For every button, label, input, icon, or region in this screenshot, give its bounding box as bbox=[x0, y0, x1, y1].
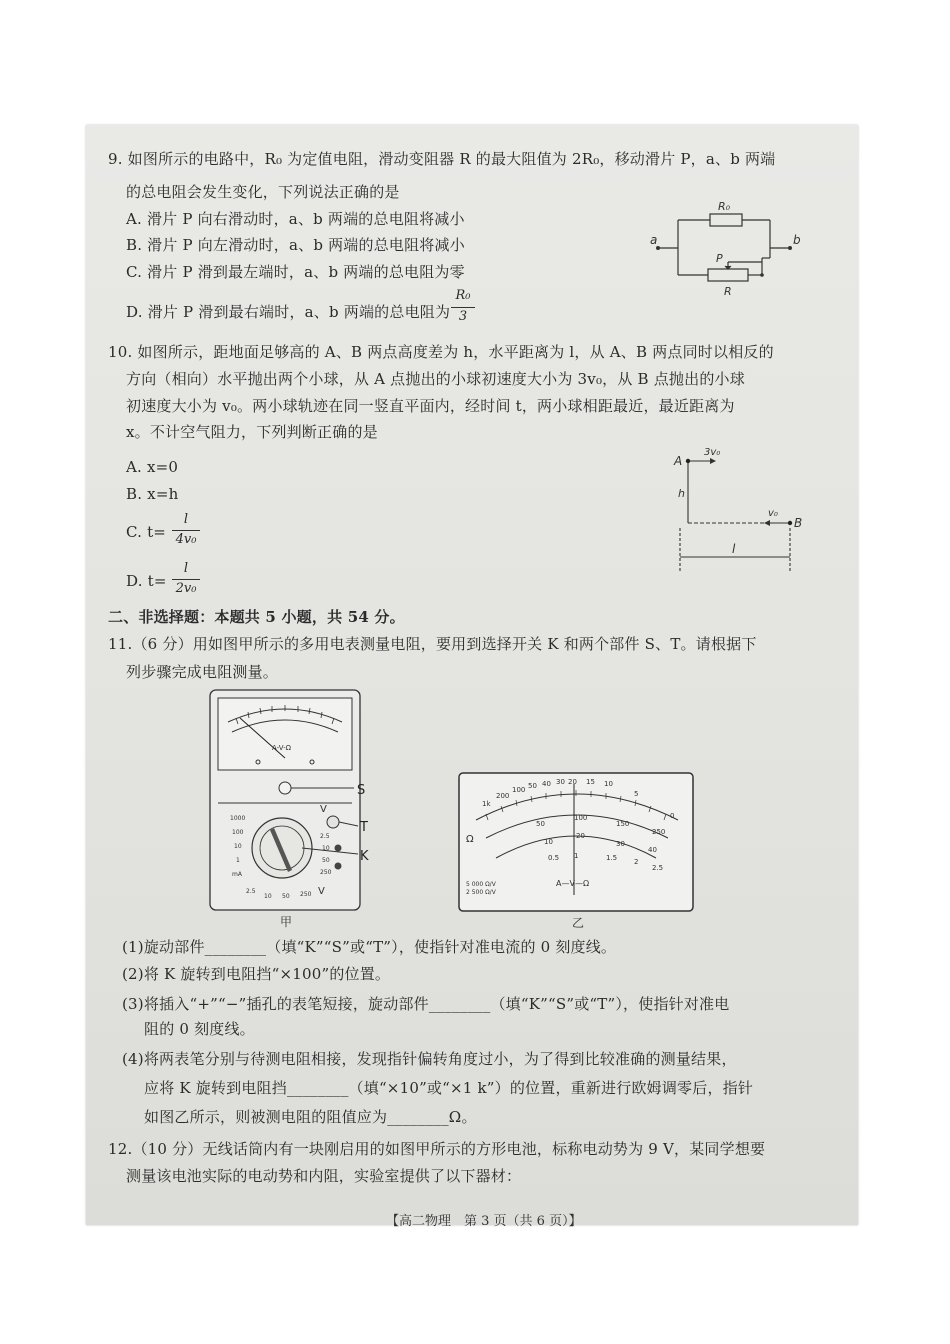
dial-note-2: 2 500 Ω/V bbox=[466, 889, 496, 896]
label-h: h bbox=[678, 487, 685, 500]
q9-circuit-diagram bbox=[650, 200, 812, 300]
svg-text:50: 50 bbox=[536, 820, 545, 828]
q10-option-d-fraction bbox=[172, 561, 200, 601]
svg-text:10: 10 bbox=[234, 843, 242, 850]
q10-option-b: B. x=h bbox=[126, 485, 179, 503]
q10-line4: x。不计空气阻力，下列判断正确的是 bbox=[126, 423, 378, 441]
svg-text:250: 250 bbox=[320, 869, 332, 876]
svg-text:50: 50 bbox=[322, 857, 330, 864]
q11-step1: (1)旋动部件________（填“K”“S”或“T”），使指针对准电流的 0 刻度线。 bbox=[122, 938, 617, 956]
q10c-denominator: 4v₀ bbox=[175, 532, 197, 547]
svg-text:V: V bbox=[320, 804, 327, 815]
svg-text:2.5: 2.5 bbox=[652, 864, 664, 872]
resistor-r0 bbox=[710, 214, 742, 226]
q10-option-c-fraction bbox=[172, 512, 200, 552]
label-a: a bbox=[650, 233, 658, 247]
point-b bbox=[788, 521, 792, 525]
q9-option-c: C. 滑片 P 滑到最左端时，a、b 两端的总电阻为零 bbox=[126, 263, 465, 281]
svg-text:20: 20 bbox=[576, 832, 585, 840]
svg-text:100: 100 bbox=[512, 786, 526, 794]
q11-step3-line1: (3)将插入“+”“−”插孔的表笔短接，旋动部件________（填“K”“S”或“T”），使指针对准电 bbox=[122, 995, 730, 1013]
q10d-numerator: l bbox=[183, 561, 189, 576]
q9-option-d-fraction bbox=[451, 288, 475, 328]
q9-fraction-numerator: R₀ bbox=[455, 288, 471, 303]
svg-text:2.5: 2.5 bbox=[246, 888, 256, 895]
label-r: R bbox=[724, 285, 732, 298]
q10-line3: 初速度大小为 v₀。两小球轨迹在同一竖直平面内，经时间 t，两小球相距最近，最近距离为 bbox=[126, 397, 735, 415]
q10-projectile-diagram bbox=[660, 443, 810, 578]
svg-text:10: 10 bbox=[604, 780, 613, 788]
svg-text:50: 50 bbox=[282, 893, 290, 900]
svg-text:250: 250 bbox=[300, 891, 312, 898]
q9-option-b: B. 滑片 P 向左滑动时，a、b 两端的总电阻将减小 bbox=[126, 236, 465, 254]
label-l: l bbox=[732, 542, 736, 556]
multimeter-figure-jia bbox=[202, 688, 402, 932]
meter-dial-text: A-V-Ω bbox=[272, 744, 292, 752]
svg-text:1000: 1000 bbox=[230, 815, 246, 822]
svg-text:10: 10 bbox=[322, 845, 330, 852]
q9-option-a: A. 滑片 P 向右滑动时，a、b 两端的总电阻将减小 bbox=[126, 210, 465, 228]
svg-text:100: 100 bbox=[232, 829, 244, 836]
q11-step4-line2: 应将 K 旋转到电阻挡________（填“×10”或“×1 k”）的位置，重新进行欧姆调零后，指针 bbox=[144, 1079, 754, 1097]
svg-text:mA: mA bbox=[232, 871, 242, 878]
q11-step4-line1: (4)将两表笔分别与待测电阻相接，发现指针偏转角度过小，为了得到比较准确的测量结果， bbox=[122, 1050, 737, 1068]
svg-text:0: 0 bbox=[670, 812, 675, 820]
rheostat-r bbox=[708, 269, 748, 281]
q10d-denominator: 2v₀ bbox=[175, 581, 197, 596]
svg-text:40: 40 bbox=[648, 846, 657, 854]
svg-text:1.5: 1.5 bbox=[606, 854, 618, 862]
label-p: P bbox=[716, 252, 723, 265]
q12-line1: 12.（10 分）无线话筒内有一块刚启用的如图甲所示的方形电池，标称电动势为 9 V，某同学想要 bbox=[108, 1140, 766, 1158]
q11-line2: 列步骤完成电阻测量。 bbox=[126, 663, 279, 681]
meter-dial-figure-yi bbox=[456, 770, 696, 930]
q10-line1: 10. 如图所示，距地面足够高的 A、B 两点高度差为 h，水平距离为 l，从 A、B 两点同时以相反的 bbox=[108, 343, 774, 361]
svg-text:10: 10 bbox=[544, 838, 553, 846]
svg-text:1: 1 bbox=[236, 857, 240, 864]
svg-text:1k: 1k bbox=[482, 800, 491, 808]
caption-yi: 乙 bbox=[572, 916, 585, 930]
q10-option-a: A. x=0 bbox=[126, 458, 179, 476]
svg-text:15: 15 bbox=[586, 778, 595, 786]
q9-fraction-denominator: 3 bbox=[458, 309, 468, 324]
svg-text:40: 40 bbox=[542, 780, 551, 788]
exam-page bbox=[86, 125, 858, 1229]
q12-line2: 测量该电池实际的电动势和内阻，实验室提供了以下器材： bbox=[126, 1167, 522, 1185]
label-t: T bbox=[360, 820, 368, 835]
svg-text:30: 30 bbox=[616, 840, 625, 848]
q11-step2: (2)将 K 旋转到电阻挡“×100”的位置。 bbox=[122, 965, 391, 983]
page-footer: 【高二物理 第 3 页（共 6 页）】 bbox=[386, 1214, 582, 1229]
svg-text:200: 200 bbox=[496, 792, 510, 800]
dial-note-1: 5 000 Ω/V bbox=[466, 881, 496, 888]
q11-line1: 11.（6 分）用如图甲所示的多用电表测量电阻，要用到选择开关 K 和两个部件 S、T。请根据下 bbox=[108, 635, 757, 653]
svg-text:100: 100 bbox=[574, 814, 588, 822]
svg-text:2.5: 2.5 bbox=[320, 833, 330, 840]
point-a bbox=[686, 459, 690, 463]
caption-jia: 甲 bbox=[280, 915, 293, 929]
label-v0: v₀ bbox=[768, 508, 778, 519]
terminal-b bbox=[788, 246, 792, 250]
q9-line2: 的总电阻会发生变化，下列说法正确的是 bbox=[126, 183, 400, 201]
svg-text:Ω: Ω bbox=[466, 834, 474, 845]
label-s: S bbox=[357, 783, 366, 798]
part-t-knob bbox=[327, 816, 339, 828]
label-b-point: B bbox=[794, 516, 803, 530]
q10-line2: 方向（相向）水平抛出两个小球，从 A 点抛出的小球初速度大小为 3v₀，从 B 点抛出的小球 bbox=[126, 370, 745, 388]
q10-option-d: D. t= bbox=[126, 572, 167, 590]
q9-option-d: D. 滑片 P 滑到最右端时，a、b 两端的总电阻为 bbox=[126, 303, 451, 321]
label-k: K bbox=[360, 849, 369, 864]
q11-step4-line3: 如图乙所示，则被测电阻的阻值应为________Ω。 bbox=[144, 1108, 477, 1126]
label-3v0: 3v₀ bbox=[704, 447, 721, 458]
svg-text:2: 2 bbox=[634, 858, 639, 866]
dial-label-text: A—V—Ω bbox=[556, 879, 590, 888]
svg-text:20: 20 bbox=[568, 778, 577, 786]
label-r0: R₀ bbox=[718, 200, 731, 213]
q10-option-c: C. t= bbox=[126, 523, 167, 541]
svg-text:30: 30 bbox=[556, 778, 565, 786]
label-b: b bbox=[793, 233, 801, 247]
svg-text:0.5: 0.5 bbox=[548, 854, 560, 862]
svg-text:150: 150 bbox=[616, 820, 630, 828]
svg-text:V: V bbox=[318, 886, 325, 897]
label-a-point: A bbox=[674, 454, 683, 468]
svg-text:5: 5 bbox=[634, 790, 639, 798]
svg-text:50: 50 bbox=[528, 782, 537, 790]
part-s-screw bbox=[279, 782, 291, 794]
q11-step3-line2: 阻的 0 刻度线。 bbox=[144, 1020, 255, 1038]
svg-text:10: 10 bbox=[264, 893, 272, 900]
q9-line1: 9. 如图所示的电路中，R₀ 为定值电阻，滑动变阻器 R 的最大阻值为 2R₀，移动滑片 P，a、b 两端 bbox=[108, 150, 776, 168]
section-2-heading: 二、非选择题：本题共 5 小题，共 54 分。 bbox=[108, 608, 405, 626]
svg-text:250: 250 bbox=[652, 828, 666, 836]
svg-text:1: 1 bbox=[574, 852, 579, 860]
q10c-numerator: l bbox=[183, 512, 189, 527]
